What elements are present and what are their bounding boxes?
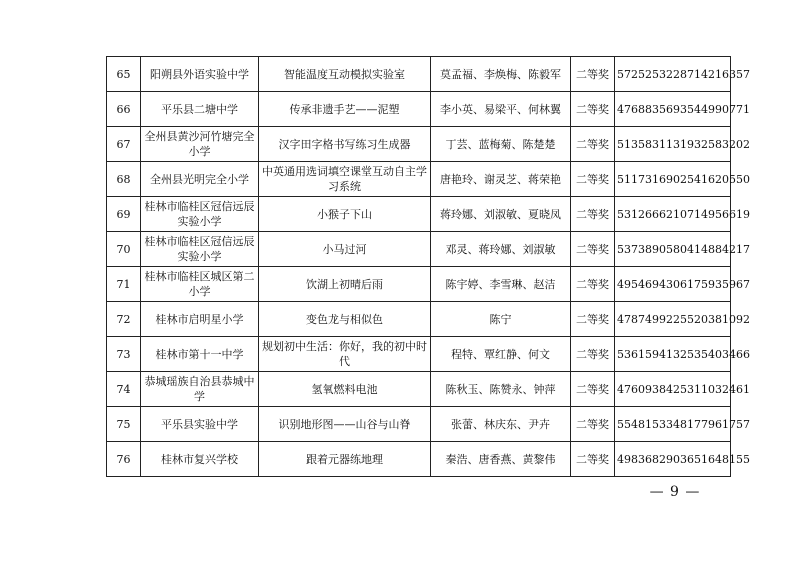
- participants-cell: 莫孟福、李焕梅、陈毅军: [431, 57, 571, 92]
- table-row: [107, 442, 731, 477]
- participants-cell: 邓灵、蒋玲娜、刘淑敏: [431, 232, 571, 267]
- award-table: [106, 56, 750, 477]
- school-cell: 恭城瑶族自治县恭城中学: [141, 372, 259, 407]
- award-level-cell: 二等奖: [571, 372, 615, 407]
- row-number-cell: 74: [107, 372, 141, 407]
- table-row: [107, 57, 731, 92]
- award-level-cell: 二等奖: [571, 302, 615, 337]
- certificate-code-cell: 5725253228714216357: [615, 57, 731, 92]
- work-title-cell: 跟着元器练地理: [259, 442, 431, 477]
- certificate-code-cell: 5135831131932583202: [615, 127, 731, 162]
- participants-cell: 丁芸、蓝梅菊、陈楚楚: [431, 127, 571, 162]
- row-number-cell: 71: [107, 267, 141, 302]
- participants-cell: 唐艳玲、谢灵芝、蒋荣艳: [431, 162, 571, 197]
- certificate-code-cell: 5373890580414884217: [615, 232, 731, 267]
- row-number-cell: 65: [107, 57, 141, 92]
- participants-cell: 蒋玲娜、刘淑敏、夏晓凤: [431, 197, 571, 232]
- certificate-code-cell: 5361594132535403466: [615, 337, 731, 372]
- school-cell: 桂林市启明星小学: [141, 302, 259, 337]
- award-level-cell: 二等奖: [571, 92, 615, 127]
- work-title-cell: 识别地形图——山谷与山脊: [259, 407, 431, 442]
- certificate-code-cell: 4954694306175935967: [615, 267, 731, 302]
- work-title-cell: 小猴子下山: [259, 197, 431, 232]
- row-number-cell: 76: [107, 442, 141, 477]
- school-cell: 桂林市临桂区城区第二小学: [141, 267, 259, 302]
- row-number-cell: 70: [107, 232, 141, 267]
- table-row: [107, 127, 731, 162]
- award-level-cell: 二等奖: [571, 232, 615, 267]
- school-cell: 桂林市临桂区冠信远辰实验小学: [141, 197, 259, 232]
- row-number-cell: 68: [107, 162, 141, 197]
- work-title-cell: 传承非遗手艺——泥塑: [259, 92, 431, 127]
- table-row: [107, 232, 731, 267]
- award-level-cell: 二等奖: [571, 407, 615, 442]
- certificate-code-cell: 5548153348177961757: [615, 407, 731, 442]
- work-title-cell: 智能温度互动模拟实验室: [259, 57, 431, 92]
- participants-cell: 陈宇婷、李雪琳、赵洁: [431, 267, 571, 302]
- certificate-code-cell: 5312666210714956619: [615, 197, 731, 232]
- table-row: [107, 372, 731, 407]
- school-cell: 平乐县二塘中学: [141, 92, 259, 127]
- award-level-cell: 二等奖: [571, 442, 615, 477]
- table-row: [107, 267, 731, 302]
- school-cell: 桂林市第十一中学: [141, 337, 259, 372]
- row-number-cell: 69: [107, 197, 141, 232]
- table-row: [107, 162, 731, 197]
- certificate-code-cell: 5117316902541620550: [615, 162, 731, 197]
- award-level-cell: 二等奖: [571, 127, 615, 162]
- work-title-cell: 饮湖上初晴后雨: [259, 267, 431, 302]
- award-level-cell: 二等奖: [571, 57, 615, 92]
- certificate-code-cell: 4760938425311032461: [615, 372, 731, 407]
- row-number-cell: 67: [107, 127, 141, 162]
- table-row: [107, 407, 731, 442]
- participants-cell: 李小英、易梁平、何林翼: [431, 92, 571, 127]
- row-number-cell: 66: [107, 92, 141, 127]
- award-level-cell: 二等奖: [571, 197, 615, 232]
- school-cell: 桂林市临桂区冠信远辰实验小学: [141, 232, 259, 267]
- participants-cell: 张蕾、林庆东、尹卉: [431, 407, 571, 442]
- award-level-cell: 二等奖: [571, 267, 615, 302]
- row-number-cell: 73: [107, 337, 141, 372]
- school-cell: 桂林市复兴学校: [141, 442, 259, 477]
- work-title-cell: 氢氧燃料电池: [259, 372, 431, 407]
- school-cell: 阳朔县外语实验中学: [141, 57, 259, 92]
- work-title-cell: 汉字田字格书写练习生成器: [259, 127, 431, 162]
- row-number-cell: 72: [107, 302, 141, 337]
- participants-cell: 陈秋玉、陈赞永、钟萍: [431, 372, 571, 407]
- page-number: — 9 —: [649, 484, 701, 500]
- work-title-cell: 中英通用选词填空课堂互动自主学习系统: [259, 162, 431, 197]
- work-title-cell: 规划初中生活：你好，我的初中时代: [259, 337, 431, 372]
- school-cell: 全州县黄沙河竹塘完全小学: [141, 127, 259, 162]
- participants-cell: 陈宁: [431, 302, 571, 337]
- award-level-cell: 二等奖: [571, 337, 615, 372]
- work-title-cell: 小马过河: [259, 232, 431, 267]
- participants-cell: 秦浩、唐香燕、黄黎伟: [431, 442, 571, 477]
- school-cell: 全州县光明完全小学: [141, 162, 259, 197]
- school-cell: 平乐县实验中学: [141, 407, 259, 442]
- participants-cell: 程特、覃红静、何文: [431, 337, 571, 372]
- certificate-code-cell: 4983682903651648155: [615, 442, 731, 477]
- work-title-cell: 变色龙与相似色: [259, 302, 431, 337]
- award-level-cell: 二等奖: [571, 162, 615, 197]
- table-row: [107, 337, 731, 372]
- award-table-body: [107, 57, 750, 477]
- table-row: [107, 302, 731, 337]
- certificate-code-cell: 4768835693544990771: [615, 92, 731, 127]
- row-number-cell: 75: [107, 407, 141, 442]
- table-row: [107, 92, 731, 127]
- certificate-code-cell: 4787499225520381092: [615, 302, 731, 337]
- table-row: [107, 197, 731, 232]
